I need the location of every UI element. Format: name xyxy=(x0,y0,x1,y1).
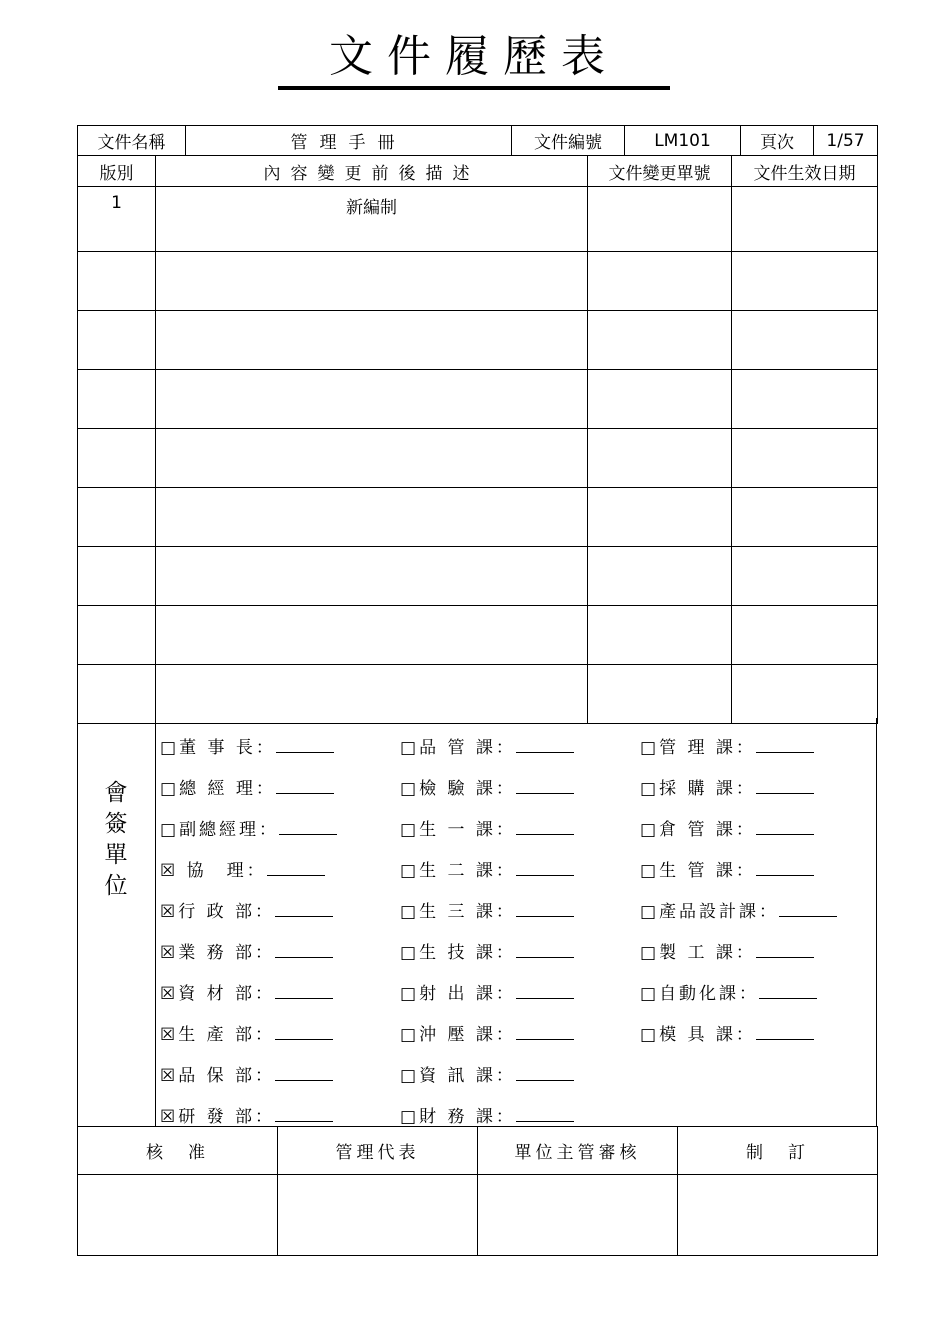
countersign-column-1 xyxy=(160,736,337,1146)
countersign-item-label: 行 政 部： xyxy=(178,902,276,922)
checkbox-icon[interactable]: □ xyxy=(400,943,420,963)
checkbox-icon[interactable]: □ xyxy=(400,779,420,799)
countersign-item xyxy=(400,1023,574,1064)
countersign-item-label: 沖 壓 課： xyxy=(419,1025,516,1045)
doc-no-value: LM101 xyxy=(625,126,741,156)
signature-line[interactable] xyxy=(516,1064,574,1081)
change-no-cell xyxy=(588,429,732,488)
checkbox-icon[interactable]: ☒ xyxy=(160,1025,179,1045)
signature-line[interactable] xyxy=(516,859,574,876)
signature-line[interactable] xyxy=(275,982,333,999)
countersign-item-label: 模 具 課： xyxy=(659,1025,756,1045)
change-no-cell xyxy=(588,606,732,665)
description-cell xyxy=(156,547,588,606)
version-cell: 1 xyxy=(78,187,156,252)
countersign-column-2 xyxy=(400,736,574,1146)
checkbox-icon[interactable]: □ xyxy=(400,861,420,881)
effective-date-cell xyxy=(732,665,878,724)
signature-line[interactable] xyxy=(516,1105,574,1122)
doc-no-label: 文件編號 xyxy=(512,126,625,156)
checkbox-icon[interactable]: □ xyxy=(640,902,660,922)
doc-name-label: 文件名稱 xyxy=(78,126,186,156)
column-header-version: 版別 xyxy=(78,156,156,187)
revision-row xyxy=(78,311,878,370)
countersign-item xyxy=(640,777,837,818)
change-no-cell xyxy=(588,547,732,606)
countersign-item-label: 倉 管 課： xyxy=(659,820,756,840)
description-cell xyxy=(156,429,588,488)
countersign-label-cell xyxy=(78,718,156,1126)
checkbox-icon[interactable]: □ xyxy=(640,984,660,1004)
version-cell xyxy=(78,665,156,724)
signature-line[interactable] xyxy=(756,859,814,876)
countersign-item xyxy=(400,982,574,1023)
countersign-item xyxy=(160,900,337,941)
effective-date-cell xyxy=(732,488,878,547)
description-cell xyxy=(156,606,588,665)
countersign-item xyxy=(640,900,837,941)
description-cell xyxy=(156,311,588,370)
countersign-item-label: 生 技 課： xyxy=(419,943,516,963)
checkbox-icon[interactable]: ☒ xyxy=(160,1107,179,1127)
checkbox-icon[interactable]: □ xyxy=(640,779,660,799)
countersign-item xyxy=(640,1023,837,1064)
approval-signature-approve[interactable] xyxy=(78,1175,278,1256)
countersign-item xyxy=(400,736,574,777)
countersign-item-label: 製 工 課： xyxy=(659,943,756,963)
checkbox-icon[interactable]: □ xyxy=(640,861,660,881)
checkbox-icon[interactable]: ☒ xyxy=(160,943,179,963)
countersign-item xyxy=(400,941,574,982)
effective-date-cell xyxy=(732,547,878,606)
column-header-description: 內容變更前後描述 xyxy=(156,156,588,187)
countersign-item xyxy=(160,859,337,900)
countersign-item-label: 總 經 理： xyxy=(179,779,276,799)
countersign-item-label: 品 保 部： xyxy=(178,1066,276,1086)
countersign-item xyxy=(160,818,337,859)
change-no-cell xyxy=(588,488,732,547)
approval-header-prepared: 制 訂 xyxy=(678,1127,878,1175)
countersign-item xyxy=(160,941,337,982)
checkbox-icon[interactable]: ☒ xyxy=(160,861,179,881)
countersign-label: 會簽單位 xyxy=(104,780,128,899)
checkbox-icon[interactable]: □ xyxy=(400,984,420,1004)
countersign-item-label: 生 二 課： xyxy=(419,861,516,881)
checkbox-icon[interactable]: □ xyxy=(400,1107,420,1127)
signature-line[interactable] xyxy=(276,777,334,794)
countersign-item xyxy=(160,982,337,1023)
countersign-item xyxy=(400,1064,574,1105)
effective-date-cell xyxy=(732,370,878,429)
checkbox-icon[interactable]: □ xyxy=(160,738,180,758)
countersign-item-label: 生 一 課： xyxy=(419,820,516,840)
countersign-item xyxy=(400,859,574,900)
countersign-item-label: 生 三 課： xyxy=(419,902,516,922)
revision-table xyxy=(77,155,878,724)
revision-row xyxy=(78,665,878,724)
revision-row xyxy=(78,370,878,429)
document-header-table xyxy=(77,125,878,156)
countersign-item-label: 管 理 課： xyxy=(659,738,756,758)
revision-row xyxy=(78,488,878,547)
checkbox-icon[interactable]: ☒ xyxy=(160,902,179,922)
effective-date-cell xyxy=(732,187,878,252)
description-cell xyxy=(156,665,588,724)
checkbox-icon[interactable]: □ xyxy=(400,902,420,922)
change-no-cell xyxy=(588,665,732,724)
signature-line[interactable] xyxy=(756,818,814,835)
signature-line[interactable] xyxy=(275,941,333,958)
change-no-cell xyxy=(588,187,732,252)
countersign-item-label: 生 管 課： xyxy=(659,861,756,881)
signature-line[interactable] xyxy=(756,941,814,958)
version-cell xyxy=(78,547,156,606)
signature-line[interactable] xyxy=(516,1023,574,1040)
countersign-item-label: 採 購 課： xyxy=(659,779,756,799)
column-header-change-no: 文件變更單號 xyxy=(588,156,732,187)
effective-date-cell xyxy=(732,311,878,370)
page-label: 頁次 xyxy=(741,126,814,156)
signature-line[interactable] xyxy=(756,777,814,794)
countersign-item-label: 品 管 課： xyxy=(419,738,516,758)
countersign-item xyxy=(640,859,837,900)
signature-line[interactable] xyxy=(267,859,325,876)
checkbox-icon[interactable]: □ xyxy=(640,1025,660,1045)
countersign-item-label: 自動化課： xyxy=(659,984,760,1004)
countersign-item-label: 董 事 長： xyxy=(179,738,276,758)
signature-line[interactable] xyxy=(279,818,337,835)
signature-line[interactable] xyxy=(516,982,574,999)
countersign-item xyxy=(160,1023,337,1064)
approval-signature-unit-review[interactable] xyxy=(478,1175,678,1256)
approval-signature-mgmt-rep[interactable] xyxy=(278,1175,478,1256)
countersign-item-label: 業 務 部： xyxy=(178,943,276,963)
version-cell xyxy=(78,252,156,311)
checkbox-icon[interactable]: ☒ xyxy=(160,1066,179,1086)
signature-line[interactable] xyxy=(275,1064,333,1081)
countersign-item xyxy=(400,818,574,859)
version-cell xyxy=(78,429,156,488)
revision-row xyxy=(78,252,878,311)
effective-date-cell xyxy=(732,606,878,665)
countersign-item xyxy=(640,982,837,1023)
countersign-item-label: 射 出 課： xyxy=(419,984,516,1004)
signature-line[interactable] xyxy=(516,941,574,958)
version-cell xyxy=(78,488,156,547)
change-no-cell xyxy=(588,370,732,429)
revision-row xyxy=(78,606,878,665)
effective-date-cell xyxy=(732,429,878,488)
countersign-item-label: 生 產 部： xyxy=(178,1025,276,1045)
doc-name-value: 管理手冊 xyxy=(186,126,512,156)
approval-header-mgmt-rep: 管理代表 xyxy=(278,1127,478,1175)
signature-line[interactable] xyxy=(516,736,574,753)
countersign-item-label: 研 發 部： xyxy=(178,1107,276,1127)
checkbox-icon[interactable]: □ xyxy=(400,738,420,758)
approval-table xyxy=(77,1126,878,1256)
signature-line[interactable] xyxy=(779,900,837,917)
checkbox-icon[interactable]: □ xyxy=(640,738,660,758)
signature-line[interactable] xyxy=(759,982,817,999)
change-no-cell xyxy=(588,252,732,311)
checkbox-icon[interactable]: □ xyxy=(400,820,420,840)
effective-date-cell xyxy=(732,252,878,311)
revision-row xyxy=(78,547,878,606)
description-cell xyxy=(156,488,588,547)
description-cell: 新編制 xyxy=(156,187,588,252)
countersign-item-label: 副總經理： xyxy=(179,820,280,840)
checkbox-icon[interactable]: □ xyxy=(400,1066,420,1086)
signature-line[interactable] xyxy=(275,900,333,917)
version-cell xyxy=(78,311,156,370)
countersign-item xyxy=(640,941,837,982)
countersign-item xyxy=(400,777,574,818)
countersign-item xyxy=(160,777,337,818)
version-cell xyxy=(78,370,156,429)
checkbox-icon[interactable]: □ xyxy=(160,779,180,799)
signature-line[interactable] xyxy=(756,1023,814,1040)
countersign-item xyxy=(400,900,574,941)
checkbox-icon[interactable]: □ xyxy=(160,820,180,840)
signature-line[interactable] xyxy=(756,736,814,753)
countersign-column-3 xyxy=(640,736,837,1064)
countersign-item xyxy=(160,1064,337,1105)
countersign-item xyxy=(640,736,837,777)
approval-signature-prepared[interactable] xyxy=(678,1175,878,1256)
document-title: 文件履歷表 xyxy=(278,28,670,90)
column-header-effective-date: 文件生效日期 xyxy=(732,156,878,187)
signature-line[interactable] xyxy=(516,777,574,794)
signature-line[interactable] xyxy=(275,1105,333,1122)
checkbox-icon[interactable]: ☒ xyxy=(160,984,179,1004)
description-cell xyxy=(156,252,588,311)
countersign-item-label: 產品設計課： xyxy=(659,902,780,922)
checkbox-icon[interactable]: □ xyxy=(640,820,660,840)
signature-line[interactable] xyxy=(516,818,574,835)
countersign-item-label: 資 訊 課： xyxy=(419,1066,516,1086)
countersign-item-label: 協 理： xyxy=(178,861,267,881)
page-value: 1/57 xyxy=(814,126,878,156)
revision-row xyxy=(78,429,878,488)
signature-line[interactable] xyxy=(516,900,574,917)
description-cell xyxy=(156,370,588,429)
approval-header-approve: 核 准 xyxy=(78,1127,278,1175)
countersign-section xyxy=(77,718,877,1127)
countersign-item-label: 資 材 部： xyxy=(178,984,276,1004)
change-no-cell xyxy=(588,311,732,370)
approval-header-unit-review: 單位主管審核 xyxy=(478,1127,678,1175)
checkbox-icon[interactable]: □ xyxy=(400,1025,420,1045)
countersign-item xyxy=(160,736,337,777)
version-cell xyxy=(78,606,156,665)
signature-line[interactable] xyxy=(276,736,334,753)
revision-table-header xyxy=(78,156,878,187)
countersign-item xyxy=(640,818,837,859)
checkbox-icon[interactable]: □ xyxy=(640,943,660,963)
countersign-item-label: 檢 驗 課： xyxy=(419,779,516,799)
revision-row xyxy=(78,187,878,252)
countersign-item-label: 財 務 課： xyxy=(419,1107,516,1127)
signature-line[interactable] xyxy=(275,1023,333,1040)
